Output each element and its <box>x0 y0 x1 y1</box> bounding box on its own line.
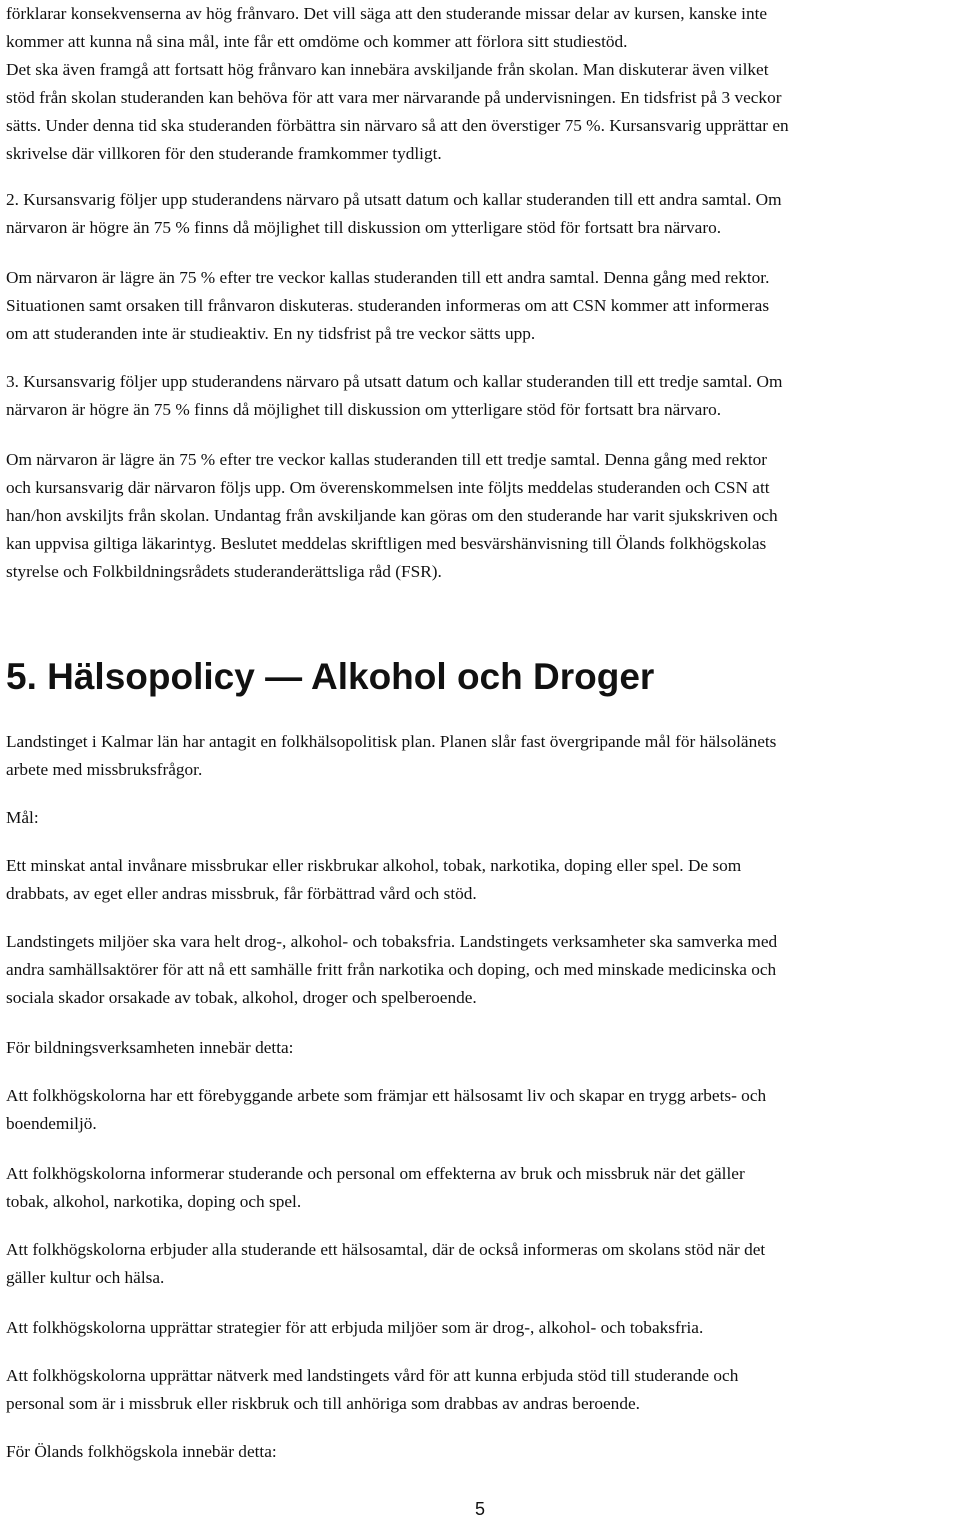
text-line: om att studeranden inte är studieaktiv. En ny tidsfrist på tre veckor sätts upp. <box>6 324 536 343</box>
paragraph-goal-label <box>6 804 952 832</box>
page-number: 5 <box>474 1499 485 1519</box>
text-line: Att folkhögskolorna erbjuder alla studerande ett hälsosamtal, där de också informeras om skolans stöd när det <box>6 1240 766 1259</box>
paragraph-environments <box>6 928 952 1012</box>
text-line: närvaron är högre än 75 % finns då möjlighet till diskussion om ytterligare stöd för fortsatt bra närvaro. <box>6 400 722 419</box>
text-line: förklarar konsekvenserna av hög frånvaro. Det vill säga att den studerande missar delar av kursen, kanske inte <box>6 4 768 23</box>
text-line: Om närvaron är lägre än 75 % efter tre veckor kallas studeranden till ett tredje samtal. Denna gång med rektor <box>6 450 768 469</box>
paragraph-step-3 <box>6 368 952 424</box>
text-line: tobak, alkohol, narkotika, doping och spel. <box>6 1192 302 1211</box>
paragraph-step-2 <box>6 186 952 242</box>
text-line: För Ölands folkhögskola innebär detta: <box>6 1442 277 1461</box>
text-line: drabbats, av eget eller andras missbruk, får förbättrad vård och stöd. <box>6 884 477 903</box>
text-line: Att folkhögskolorna upprättar strategier för att erbjuda miljöer som är drog-, alkohol- och tobaksfria. <box>6 1318 704 1337</box>
text-line: Ett minskat antal invånare missbrukar eller riskbrukar alkohol, tobak, narkotika, doping eller spel. De som <box>6 856 742 875</box>
paragraph-absence-consequences <box>6 0 952 168</box>
paragraph-landstinget-plan <box>6 728 952 784</box>
paragraph-step-3-below-75 <box>6 446 952 586</box>
text-line: sätts. Under denna tid ska studeranden förbättra sin närvaro så att den överstiger 75 %. Kursansvarig upprättar en <box>6 116 789 135</box>
text-line: stöd från skolan studeranden kan behöva för att vara mer närvarande på undervisningen. En tidsfrist på 3 veckor <box>6 88 782 107</box>
text-line: sociala skador orsakade av tobak, alkohol, droger och spelberoende. <box>6 988 477 1007</box>
text-line: styrelse och Folkbildningsrådets studeranderättsliga råd (FSR). <box>6 562 442 581</box>
paragraph-strategies <box>6 1314 952 1342</box>
text-line: Att folkhögskolorna upprättar nätverk med landstingets vård för att kunna erbjuda stöd till studerande och <box>6 1366 739 1385</box>
paragraph-information <box>6 1160 952 1216</box>
text-line: andra samhällsaktörer för att nå ett samhälle fritt från narkotika och doping, och med minskade medicinska och <box>6 960 777 979</box>
text-line: Mål: <box>6 808 39 827</box>
text-line: boendemiljö. <box>6 1114 97 1133</box>
text-line: För bildningsverksamheten innebär detta: <box>6 1038 294 1057</box>
text-line: Landstingets miljöer ska vara helt drog-, alkohol- och tobaksfria. Landstingets verksamheter ska samverka med <box>6 932 778 951</box>
text-line: Situationen samt orsaken till frånvaron diskuteras. studeranden informeras om att CSN kommer att informeras <box>6 296 770 315</box>
section-heading: 5. Hälsopolicy — Alkohol och Droger <box>6 656 655 697</box>
paragraph-step-2-below-75 <box>6 264 952 348</box>
paragraph-network <box>6 1362 952 1418</box>
text-line: och kursansvarig där närvaron följs upp. Om överenskommelsen inte följts meddelas studeranden och CSN att <box>6 478 770 497</box>
text-line: personal som är i missbruk eller riskbruk och till anhöriga som drabbas av andras beroende. <box>6 1394 640 1413</box>
paragraph-goal <box>6 852 952 908</box>
text-line: Landstinget i Kalmar län har antagit en folkhälsopolitisk plan. Planen slår fast övergripande mål för hälsolänets <box>6 732 777 751</box>
text-line: arbete med missbruksfrågor. <box>6 760 203 779</box>
text-line: han/hon avskiljts från skolan. Undantag från avskiljande kan göras om den studerande har varit sjukskriven och <box>6 506 778 525</box>
paragraph-oland-means <box>6 1438 952 1466</box>
paragraph-health-talk <box>6 1236 952 1292</box>
text-line: 3. Kursansvarig följer upp studerandens närvaro på utsatt datum och kallar studeranden till ett tredje samtal. Om <box>6 372 783 391</box>
paragraph-preventive-work <box>6 1082 952 1138</box>
text-line: 2. Kursansvarig följer upp studerandens närvaro på utsatt datum och kallar studeranden till ett andra samtal. Om <box>6 190 782 209</box>
text-line: gäller kultur och hälsa. <box>6 1268 165 1287</box>
text-line: Att folkhögskolorna har ett förebyggande arbete som främjar ett hälsosamt liv och skapar en trygg arbets- och <box>6 1086 767 1105</box>
paragraph-education-means <box>6 1034 952 1062</box>
text-line: Att folkhögskolorna informerar studerande och personal om effekterna av bruk och missbruk när det gäller <box>6 1164 745 1183</box>
text-line: kommer att kunna nå sina mål, inte får ett omdöme och kommer att förlora sitt studiestöd. <box>6 32 628 51</box>
text-line: Om närvaron är lägre än 75 % efter tre veckor kallas studeranden till ett andra samtal. Denna gång med rektor. <box>6 268 770 287</box>
text-line: kan uppvisa giltiga läkarintyg. Beslutet meddelas skriftligen med besvärshänvisning till Ölands folkhögskolas <box>6 534 767 553</box>
text-line: närvaron är högre än 75 % finns då möjlighet till diskussion om ytterligare stöd för fortsatt bra närvaro. <box>6 218 722 237</box>
text-line: Det ska även framgå att fortsatt hög frånvaro kan innebära avskiljande från skolan. Man diskuterar även vilket <box>6 60 769 79</box>
text-line: skrivelse där villkoren för den studerande framkommer tydligt. <box>6 144 442 163</box>
